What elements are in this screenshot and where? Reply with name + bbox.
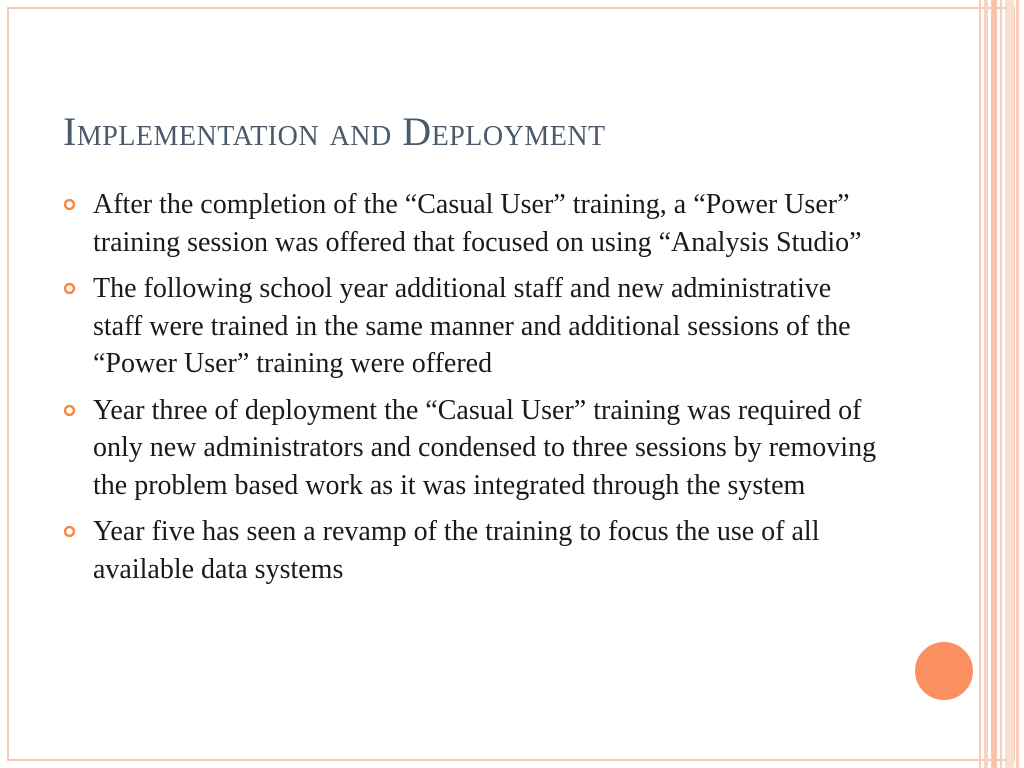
bullet-text: Year three of deployment the “Casual User” training was required of only new administrators and condensed to three sessions by removing the problem based work as it was integrated through the system [93,394,877,501]
orange-circle-icon [913,640,975,702]
decorative-stripe [984,0,988,768]
bullet-item [63,186,883,261]
decorative-stripe [1000,0,1002,768]
decorative-stripe [979,0,981,768]
circle-bullet-icon [63,282,76,295]
bullet-text: Year five has seen a revamp of the training to focus the use of all available data systems [93,516,820,585]
bullet-text: After the completion of the “Casual User” training, a “Power User” training session was offered that focused on using “Analysis Studio” [93,189,862,258]
bullet-item [63,513,883,588]
bullet-text: The following school year additional staff and new administrative staff were trained in the same manner and additional sessions of the “Power User” training were offered [93,273,851,379]
bullet-list [63,186,883,597]
bullet-item [63,270,883,383]
circle-bullet-icon [63,525,76,538]
bullet-item [63,392,883,505]
decorative-stripe [991,0,997,768]
decorative-stripe [1016,0,1019,768]
circle-bullet-icon [63,198,76,211]
circle-bullet-icon [63,404,76,417]
decorative-stripe [1005,0,1014,768]
slide-title: Implementation and Deployment [63,109,606,154]
